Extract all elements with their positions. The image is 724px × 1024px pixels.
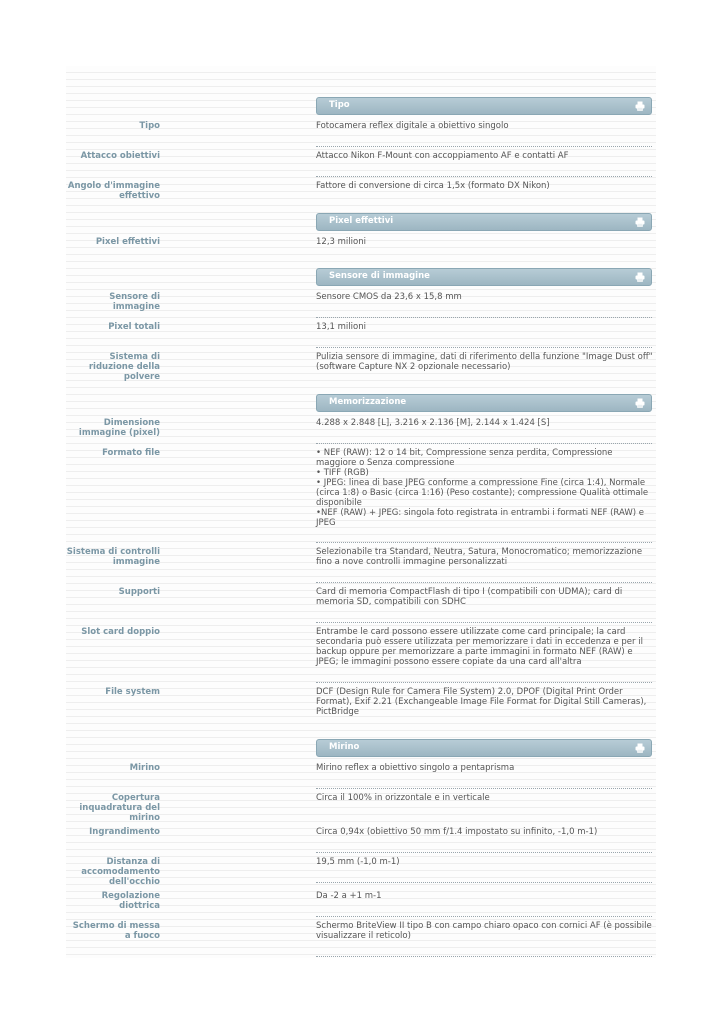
spec-label: Mirino bbox=[129, 763, 160, 773]
printer-icon[interactable] bbox=[635, 743, 645, 753]
spec-label: Dimensione immagine (pixel) bbox=[78, 418, 160, 438]
spec-value: 4.288 x 2.848 [L], 3.216 x 2.136 [M], 2.144 x 1.424 [S] bbox=[316, 418, 550, 428]
spec-value: Da -2 a +1 m-1 bbox=[316, 891, 382, 901]
spec-value: 13,1 milioni bbox=[316, 322, 366, 332]
row-divider bbox=[316, 852, 652, 853]
row-divider bbox=[316, 176, 652, 177]
spec-value: Selezionabile tra Standard, Neutra, Satura, Monocromatico; memorizzazione fino a nove controlli immagine personalizzati bbox=[316, 547, 643, 567]
spec-value: Attacco Nikon F-Mount con accoppiamento AF e contatti AF bbox=[316, 151, 569, 161]
spec-value: • NEF (RAW): 12 o 14 bit, Compressione senza perdita, Compressione maggiore o Senza compressione • TIFF (RGB) • JPEG: linea di base JPEG conforme a compressione Fine (circa 1:4), Normale (circa 1:8) o Basic (circa 1:16) (Peso costante); compressione Qualità ottimale disponibile •NEF (RAW) + JPEG: singola foto registrata in entrambi i formati NEF (RAW) e JPEG bbox=[316, 448, 649, 528]
spec-value: Circa il 100% in orizzontale e in verticale bbox=[316, 793, 490, 803]
spec-value: 19,5 mm (-1,0 m-1) bbox=[316, 857, 400, 867]
spec-page bbox=[66, 66, 656, 958]
row-divider bbox=[316, 146, 652, 147]
row-divider bbox=[316, 582, 652, 583]
spec-value: Mirino reflex a obiettivo singolo a pentaprisma bbox=[316, 763, 515, 773]
row-divider bbox=[316, 956, 652, 957]
section-title: Pixel effettivi bbox=[329, 216, 394, 226]
spec-label: Sensore di immagine bbox=[109, 292, 160, 312]
spec-label: Pixel totali bbox=[108, 322, 160, 332]
row-divider bbox=[316, 622, 652, 623]
row-divider bbox=[316, 916, 652, 917]
spec-value: Fotocamera reflex digitale a obiettivo singolo bbox=[316, 121, 509, 131]
spec-label: Sistema di controlli immagine bbox=[66, 547, 160, 567]
spec-value: 12,3 milioni bbox=[316, 237, 366, 247]
row-divider bbox=[316, 347, 652, 348]
section-title: Sensore di immagine bbox=[329, 271, 430, 281]
spec-label: Tipo bbox=[139, 121, 160, 131]
row-divider bbox=[316, 682, 652, 683]
spec-label: Formato file bbox=[102, 448, 160, 458]
spec-label: Distanza di accomodamento dell'occhio bbox=[81, 857, 160, 887]
section-header-sensore bbox=[316, 268, 652, 286]
row-divider bbox=[316, 542, 652, 543]
spec-label: Supporti bbox=[118, 587, 160, 597]
spec-label: Sistema di riduzione della polvere bbox=[88, 352, 160, 382]
spec-label: Copertura inquadratura del mirino bbox=[79, 793, 160, 823]
spec-value: DCF (Design Rule for Camera File System) 2.0, DPOF (Digital Print Order Format), Exif 2.21 (Exchangeable Image File Format for Digital Still Cameras), PictBridge bbox=[316, 687, 647, 717]
row-divider bbox=[316, 317, 652, 318]
spec-value: Sensore CMOS da 23,6 x 15,8 mm bbox=[316, 292, 462, 302]
spec-label: Regolazione diottrica bbox=[101, 891, 160, 911]
spec-label: Schermo di messa a fuoco bbox=[72, 921, 160, 941]
section-header-mirino bbox=[316, 739, 652, 757]
spec-value: Card di memoria CompactFlash di tipo I (compatibili con UDMA); card di memoria SD, compatibili con SDHC bbox=[316, 587, 623, 607]
spec-label: Ingrandimento bbox=[89, 827, 160, 837]
spec-label: Attacco obiettivi bbox=[80, 151, 160, 161]
spec-value: Fattore di conversione di circa 1,5x (formato DX Nikon) bbox=[316, 181, 550, 191]
row-divider bbox=[316, 882, 652, 883]
spec-label: File system bbox=[105, 687, 160, 697]
spec-label: Slot card doppio bbox=[81, 627, 160, 637]
section-header-memorizzazione bbox=[316, 394, 652, 412]
section-title: Tipo bbox=[329, 100, 350, 110]
printer-icon[interactable] bbox=[635, 272, 645, 282]
section-header-tipo bbox=[316, 97, 652, 115]
printer-icon[interactable] bbox=[635, 217, 645, 227]
section-title: Memorizzazione bbox=[329, 397, 407, 407]
spec-value: Circa 0,94x (obiettivo 50 mm f/1.4 impostato su infinito, -1,0 m-1) bbox=[316, 827, 598, 837]
spec-value: Schermo BriteView II tipo B con campo chiaro opaco con cornici AF (è possibile visualizzare il reticolo) bbox=[316, 921, 652, 941]
section-title: Mirino bbox=[329, 742, 360, 752]
printer-icon[interactable] bbox=[635, 101, 645, 111]
printer-icon[interactable] bbox=[635, 398, 645, 408]
spec-label: Angolo d'immagine effettivo bbox=[67, 181, 160, 201]
spec-label: Pixel effettivi bbox=[95, 237, 160, 247]
row-divider bbox=[316, 788, 652, 789]
section-header-pixel-effettivi bbox=[316, 213, 652, 231]
row-divider bbox=[316, 443, 652, 444]
spec-value: Entrambe le card possono essere utilizzate come card principale; la card secondaria può essere utilizzata per memorizzare i dati in eccedenza e per il backup oppure per memorizzare a parte immagini in formato NEF (RAW) e JPEG; le immagini possono essere copiate da una card all'altra bbox=[316, 627, 643, 667]
spec-value: Pulizia sensore di immagine, dati di riferimento della funzione "Image Dust off" (software Capture NX 2 opzionale necessario) bbox=[316, 352, 653, 372]
